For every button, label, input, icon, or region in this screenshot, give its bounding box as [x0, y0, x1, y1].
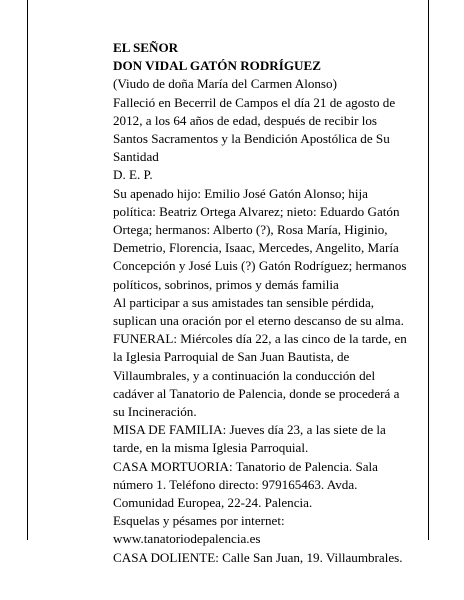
deceased-name: DON VIDAL GATÓN RODRÍGUEZ — [113, 58, 321, 74]
mass-paragraph: MISA DE FAMILIA: Jueves día 23, a las siete de la tarde, en la misma Iglesia Parroquial. — [113, 422, 386, 456]
website-text: www.tanatoriodepalencia.es — [113, 531, 261, 547]
funeral-paragraph: FUNERAL: Miércoles día 22, a las cinco de la tarde, en la Iglesia Parroquial de San Juan Bautista, de Villaumbrales, y a continuación la conducción del cadáver al Tanatorio de Palencia, donde se procederá a su Incineración. — [113, 331, 407, 420]
request-paragraph: Al participar a sus amistades tan sensible pérdida, suplican una oración por el eterno descanso de su alma. — [113, 294, 404, 329]
death-paragraph: Falleció en Becerril de Campos el día 21 de agosto de 2012, a los 64 años de edad, después de recibir los Santos Sacramentos y la Bendición Apostólica de Su Santidad — [113, 94, 396, 165]
family-paragraph: Su apenado hijo: Emilio José Gatón Alonso; hija política: Beatriz Ortega Alvarez; nieto: Eduardo Gatón Ortega; hermanos: Alberto (?), Rosa María, Higinio, Demetrio, Florencia, Isaac, Mercedes, Angelito, María Concepción y José Luis (?) Gatón Rodríguez; hermanos políticos, sobrinos, primos y demás familia — [113, 185, 407, 292]
home-address: CASA DOLIENTE: Calle San Juan, 19. Villaumbrales. — [113, 549, 403, 565]
condolences-paragraph: Esquelas y pésames por internet: www.tanatoriodepalencia.es — [113, 512, 423, 548]
widower-note: (Viudo de doña María del Carmen Alonso) — [113, 76, 337, 92]
mortuary-paragraph: CASA MORTUORIA: Tanatorio de Palencia. Sala número 1. Teléfono directo: 979165463. Avda. Comunidad Europea, 22-24. Palencia. — [113, 458, 378, 511]
header-line-1: EL SEÑOR — [113, 40, 179, 55]
obituary-text — [113, 39, 423, 567]
rip: D. E. P. — [113, 167, 153, 183]
